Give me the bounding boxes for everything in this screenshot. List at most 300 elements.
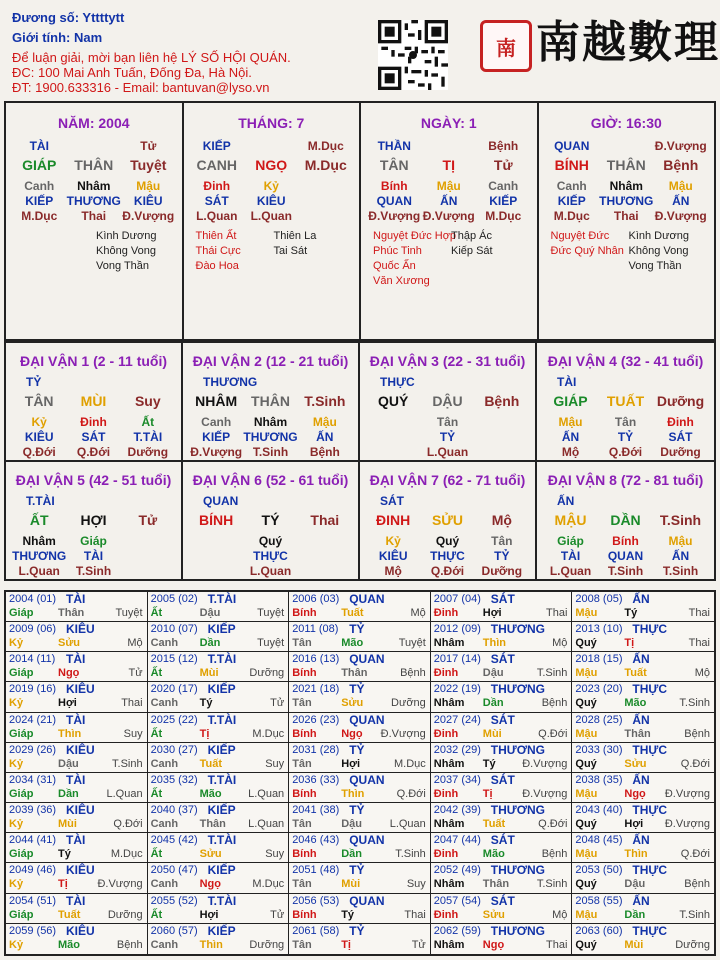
year-phase: T.Sinh: [536, 878, 568, 891]
cell-value: [475, 430, 529, 444]
year-cell: [572, 622, 714, 652]
cell-value: M.Dục: [485, 209, 522, 223]
year-branch: Mùi: [199, 667, 219, 680]
year-god: QUAN: [349, 772, 385, 787]
dai-van-god: T.TÀI: [26, 494, 55, 508]
year-cell: [572, 803, 714, 833]
cell-value: TỶ: [617, 430, 634, 444]
year-branch: Tị: [199, 727, 210, 740]
year-phase: Thai: [688, 607, 710, 619]
year-branch: Thìn: [624, 848, 648, 861]
year-label: 2037 (34): [433, 773, 481, 786]
year-label: 2016 (13): [292, 653, 340, 666]
year-branch: Thân: [624, 727, 651, 740]
year-god: T.TÀI: [207, 592, 237, 606]
year-cell: [148, 803, 290, 833]
cell-row: [183, 512, 358, 528]
cell-value: BÍNH: [199, 512, 234, 528]
cell-value: [366, 445, 420, 459]
cell-value: MẬU: [554, 512, 587, 528]
year-phase: Đ.Vượng: [97, 878, 143, 891]
phone-email-line: ĐT: 1900.633316 - Email: bantuvan@lyso.vn: [12, 80, 270, 95]
cell-value: [298, 564, 352, 578]
year-god: THỰC: [632, 803, 668, 818]
year-phase: Tuyệt: [115, 607, 143, 619]
cell-value: Thai: [81, 209, 107, 223]
year-god: THƯƠNG: [490, 923, 545, 938]
cell-value: MÙI: [80, 393, 107, 409]
cell-row: [6, 430, 181, 444]
year-label: 2040 (37): [150, 804, 198, 817]
year-god: KIẾP: [207, 622, 236, 637]
dai-van-god: THỰC: [380, 375, 415, 389]
dai-van-god: THƯƠNG: [203, 375, 258, 389]
year-stem: Mậu: [575, 667, 598, 680]
header: [0, 0, 720, 100]
year-branch: Thân: [341, 667, 368, 680]
cell-row: [183, 445, 358, 459]
cell-value: Kỷ: [31, 415, 47, 429]
pillar-title: NGÀY: 1: [420, 115, 477, 131]
year-branch: Tuất: [482, 818, 506, 831]
year-stem: Canh: [150, 697, 179, 710]
year-stem: Đinh: [433, 667, 459, 680]
cell-value: TÀI: [29, 139, 49, 153]
cell-row: [6, 564, 181, 578]
dai-van-title: ĐẠI VẬN 5 (42 - 51 tuổi): [15, 472, 172, 488]
year-branch: Sửu: [58, 637, 81, 650]
cell-value: Bính: [380, 179, 408, 193]
year-label: 2012 (09): [433, 623, 481, 636]
year-label: 2057 (54): [433, 894, 481, 907]
cell-value: Tân: [436, 415, 459, 429]
cell-value: KIẾP: [202, 430, 231, 444]
year-phase: Đ.Vượng: [664, 818, 710, 831]
year-cell: [6, 924, 148, 954]
seal-text: 南: [496, 35, 516, 60]
star-name: Thái Cực: [195, 245, 241, 257]
year-label: 2013 (10): [575, 623, 623, 636]
year-god: KIÊU: [66, 742, 95, 757]
year-cell: [431, 833, 573, 863]
cell-row: [360, 549, 535, 563]
cell-value: Q.Đới: [430, 564, 465, 578]
year-god: THỰC: [632, 742, 668, 757]
year-god: KIÊU: [66, 803, 95, 818]
year-phase: M.Dục: [394, 757, 426, 770]
year-god: KIẾP: [207, 742, 236, 757]
year-cell: [148, 833, 290, 863]
year-phase: M.Dục: [252, 878, 285, 891]
year-cell: [6, 622, 148, 652]
cell-row: [6, 445, 181, 459]
year-branch: Tị: [624, 637, 635, 650]
year-god: SÁT: [490, 772, 515, 787]
year-god: KIÊU: [66, 863, 95, 878]
year-phase: T.Sinh: [679, 908, 710, 921]
cell-value: Mậu: [312, 415, 337, 429]
cell-value: [298, 534, 352, 548]
year-branch: Dậu: [58, 757, 79, 770]
year-god: THƯƠNG: [490, 803, 545, 818]
year-stem: Tân: [292, 818, 312, 831]
year-stem: Đinh: [433, 908, 459, 921]
cell-value: Canh: [24, 179, 55, 193]
year-stem: Tân: [292, 878, 312, 891]
year-branch: Sửu: [624, 757, 647, 770]
qr-code-icon[interactable]: [378, 20, 448, 90]
year-label: 2043 (40): [575, 804, 623, 817]
year-cell: [148, 682, 290, 712]
year-label: 2041 (38): [292, 804, 340, 817]
cell-row: [537, 564, 714, 578]
year-stem: Tân: [292, 757, 312, 770]
year-branch: Thân: [58, 607, 85, 619]
year-cell: [431, 803, 573, 833]
star-name: Văn Xương: [373, 275, 430, 287]
cell-row: [537, 393, 714, 409]
cell-row: [183, 415, 358, 429]
pillar-3: [361, 103, 539, 339]
cell-value: Suy: [134, 393, 161, 409]
year-phase: T.Sinh: [395, 848, 426, 861]
year-cell: [148, 622, 290, 652]
year-phase: Q.Đới: [396, 787, 426, 800]
year-branch: Hợi: [341, 757, 361, 770]
year-label: 2022 (19): [433, 683, 481, 696]
cell-value: [67, 139, 122, 153]
cell-row: [360, 564, 535, 578]
year-stem: Bính: [292, 848, 317, 861]
cell-value: Nhâm: [253, 415, 288, 429]
star-name: Vong Thần: [628, 260, 682, 272]
address-line: ĐC: 100 Mai Anh Tuấn, Đống Đa, Hà Nội.: [12, 65, 252, 80]
year-label: 2044 (41): [9, 834, 57, 847]
cell-value: QUÝ: [377, 393, 409, 409]
year-cell: [431, 773, 573, 803]
cell-value: DẦN: [610, 512, 641, 528]
year-phase: Thai: [545, 607, 568, 619]
year-cell: [6, 894, 148, 924]
cell-value: Mộ: [384, 564, 402, 578]
year-god: THỰC: [632, 923, 668, 938]
year-label: 2060 (57): [150, 924, 198, 937]
cell-row: [6, 179, 182, 193]
cell-value: DẬU: [432, 393, 463, 409]
cell-value: TÀI: [83, 549, 104, 563]
cell-value: KIÊU: [24, 430, 54, 444]
dai-van-title: ĐẠI VẬN 3 (22 - 31 tuổi): [369, 353, 526, 369]
cell-value: SÁT: [668, 430, 693, 444]
dai-van-table: [4, 341, 716, 581]
year-branch: Tý: [58, 848, 71, 861]
year-stem: Bính: [292, 908, 317, 921]
cell-value: KIẾP: [202, 139, 231, 153]
year-stem: Ất: [150, 727, 163, 740]
year-phase: Dưỡng: [249, 667, 285, 680]
year-god: THỰC: [632, 863, 668, 878]
year-stem: Nhâm: [433, 818, 465, 831]
year-branch: Tý: [624, 607, 638, 619]
cell-value: NHÂM: [195, 393, 238, 409]
year-branch: Dần: [341, 848, 362, 861]
year-god: KIẾP: [207, 863, 236, 878]
dai-van-3: [360, 341, 537, 460]
cell-row: [6, 139, 182, 153]
cell-value: [121, 549, 175, 563]
cell-value: Mậu: [668, 179, 693, 193]
year-label: 2007 (04): [433, 593, 481, 605]
year-branch: Ngọ: [58, 667, 80, 680]
pillar-title: THÁNG: 7: [238, 115, 305, 131]
year-label: 2014 (11): [9, 653, 56, 666]
year-label: 2005 (02): [150, 593, 198, 605]
year-branch: Dậu: [624, 878, 646, 891]
year-label: 2011 (08): [292, 623, 339, 636]
year-phase: Tử: [270, 908, 285, 921]
year-branch: Ngọ: [199, 878, 221, 891]
year-god: ẤN: [632, 652, 650, 667]
year-label: 2039 (36): [9, 804, 57, 817]
year-phase: Dưỡng: [675, 938, 710, 951]
year-cell: [431, 743, 573, 773]
year-stem: Giáp: [9, 727, 34, 740]
cell-value: THƯƠNG: [599, 194, 654, 208]
cell-value: L.Quan: [549, 564, 592, 578]
cell-value: Bính: [612, 534, 639, 548]
cell-value: Bệnh: [488, 139, 519, 153]
cell-row: [361, 194, 537, 208]
cell-value: Mộ: [491, 512, 512, 528]
year-cell: [6, 803, 148, 833]
year-branch: Hợi: [58, 697, 77, 710]
year-branch: Mão: [482, 848, 505, 861]
year-phase: Bệnh: [684, 727, 710, 740]
year-cell: [289, 743, 431, 773]
dai-van-8: [537, 460, 714, 579]
year-branch: Dần: [58, 787, 79, 800]
year-branch: Mão: [58, 938, 80, 951]
year-label: 2056 (53): [292, 894, 340, 907]
year-phase: M.Dục: [110, 848, 143, 861]
year-god: QUAN: [349, 712, 385, 727]
cell-value: Dưỡng: [656, 393, 705, 409]
year-phase: L.Quan: [248, 818, 285, 831]
year-stem: Nhâm: [433, 938, 465, 951]
cell-value: Tử: [493, 157, 513, 173]
cell-value: [189, 534, 243, 548]
cell-value: [121, 534, 175, 548]
star-name: Kiếp Sát: [451, 245, 493, 257]
year-cell: [148, 863, 290, 893]
cell-value: TÀI: [560, 549, 581, 563]
cell-row: [184, 209, 360, 223]
year-cell: [431, 924, 573, 954]
year-cell: [431, 863, 573, 893]
year-god: KIÊU: [66, 622, 95, 637]
cell-value: Tử: [140, 139, 157, 153]
year-phase: Đ.Vượng: [664, 787, 710, 800]
cell-value: ĐINH: [376, 512, 411, 528]
year-phase: Tuyệt: [398, 637, 426, 650]
dai-van-title: ĐẠI VẬN 6 (52 - 61 tuổi): [192, 472, 349, 488]
year-stem: Canh: [150, 637, 179, 650]
cell-row: [183, 393, 358, 409]
year-branch: Mùi: [341, 878, 361, 891]
cell-value: KIẾP: [557, 194, 586, 208]
year-cell: [289, 622, 431, 652]
year-god: SÁT: [490, 652, 515, 667]
year-god: T.TÀI: [207, 712, 237, 727]
cell-value: KIÊU: [133, 194, 163, 208]
year-stem: Đinh: [433, 787, 459, 800]
year-phase: Suy: [123, 727, 143, 740]
year-stem: Ất: [150, 667, 163, 680]
year-stem: Kỷ: [9, 938, 24, 951]
cell-value: THỰC: [430, 549, 465, 563]
year-phase: Suy: [406, 878, 426, 891]
cell-row: [183, 549, 358, 563]
cell-value: Q.Đới: [76, 445, 111, 459]
cell-value: THÂN: [74, 157, 114, 173]
year-cell: [148, 713, 290, 743]
cell-value: [121, 564, 175, 578]
stars-right: [629, 229, 689, 274]
year-stem: Quý: [575, 938, 597, 951]
year-branch: Tuất: [341, 607, 364, 619]
year-god: QUAN: [349, 893, 385, 908]
year-branch: Tý: [482, 757, 496, 770]
cell-value: QUAN: [607, 549, 644, 563]
cell-value: ẤN: [561, 430, 580, 444]
year-cell: [6, 652, 148, 682]
cell-row: [6, 534, 181, 548]
year-label: 2021 (18): [292, 683, 340, 696]
year-branch: Thân: [199, 818, 226, 831]
cell-value: Thai: [613, 209, 639, 223]
cell-value: Dưỡng: [660, 445, 701, 459]
year-cell: [6, 863, 148, 893]
year-god: TÀI: [66, 833, 86, 848]
year-branch: Thìn: [199, 938, 223, 951]
year-branch: Dậu: [482, 667, 504, 680]
year-god: TÀI: [66, 592, 86, 606]
year-god: KIÊU: [66, 682, 95, 697]
cell-value: KIÊU: [378, 549, 408, 563]
cell-value: Thai: [310, 512, 340, 528]
year-god: TỶ: [349, 803, 365, 818]
cell-value: Đ.Vượng: [368, 209, 421, 223]
cell-row: [539, 194, 715, 208]
dai-van-title: ĐẠI VẬN 4 (32 - 41 tuổi): [547, 353, 704, 369]
year-phase: Q.Đới: [113, 818, 143, 831]
year-label: 2006 (03): [292, 593, 340, 605]
cell-row: [360, 445, 535, 459]
year-stem: Kỷ: [9, 697, 24, 710]
year-cell: [572, 773, 714, 803]
star-name: Tai Sát: [273, 245, 308, 257]
cell-value: Tuyệt: [130, 157, 167, 173]
cell-value: Mậu: [668, 534, 693, 548]
stars-left: [551, 229, 624, 259]
year-label: 2045 (42): [150, 834, 198, 847]
year-god: TÀI: [66, 652, 86, 667]
year-phase: Tử: [411, 938, 426, 951]
year-cell: [289, 652, 431, 682]
year-cell: [6, 743, 148, 773]
stars-right: [274, 229, 317, 259]
cell-value: [298, 549, 352, 563]
year-god: TỶ: [349, 742, 365, 757]
year-god: SÁT: [490, 712, 515, 727]
cell-value: [299, 179, 354, 193]
year-phase: Tử: [128, 667, 143, 680]
year-label: 2025 (22): [150, 713, 198, 726]
year-stem: Quý: [575, 818, 597, 831]
year-phase: Tử: [270, 697, 285, 710]
cell-value: ẤN: [316, 430, 334, 444]
year-label: 2020 (17): [150, 683, 198, 696]
star-name: Vong Thần: [96, 260, 150, 272]
cell-value: QUAN: [554, 139, 590, 153]
cell-value: THÂN: [251, 393, 290, 409]
year-stem: Ất: [150, 607, 163, 619]
pillar-title: NĂM: 2004: [57, 115, 130, 131]
cell-row: [360, 415, 535, 429]
year-stem: Đinh: [433, 727, 459, 740]
year-label: 2018 (15): [575, 653, 623, 666]
cell-value: Canh: [556, 179, 587, 193]
year-branch: Ngọ: [624, 787, 646, 800]
star-name: Kình Dương: [628, 230, 689, 242]
cell-row: [537, 534, 714, 548]
year-stem: Bính: [292, 667, 317, 680]
cell-row: [537, 549, 714, 563]
dai-van-god: SÁT: [380, 494, 404, 508]
star-name: Đào Hoa: [195, 260, 239, 272]
cell-row: [6, 512, 181, 528]
cell-row: [539, 179, 715, 193]
year-god: T.TÀI: [207, 652, 237, 667]
year-cell: [289, 592, 431, 622]
cell-value: TỶ: [439, 430, 456, 444]
cell-row: [184, 179, 360, 193]
dai-van-god: QUAN: [203, 494, 239, 508]
cell-value: [599, 139, 654, 153]
year-phase: L.Quan: [106, 787, 143, 800]
dai-van-title: ĐẠI VẬN 1 (2 - 11 tuổi): [19, 353, 168, 369]
year-god: TÀI: [66, 772, 86, 787]
cell-value: [299, 194, 354, 208]
cell-value: BÍNH: [554, 157, 589, 173]
year-branch: Tuất: [199, 757, 222, 770]
cell-row: [361, 157, 537, 173]
cell-value: Giáp: [80, 534, 107, 548]
year-branch: Thân: [482, 878, 510, 891]
dai-van-2: [183, 341, 360, 460]
year-cell: [148, 592, 290, 622]
cell-value: Đ.Vượng: [190, 445, 243, 459]
year-god: THƯƠNG: [490, 622, 545, 637]
year-phase: Mộ: [410, 607, 426, 619]
year-label: 2028 (25): [575, 713, 623, 726]
year-cell: [572, 833, 714, 863]
year-branch: Hợi: [624, 818, 644, 831]
cell-value: Quý: [258, 534, 283, 548]
year-branch: Mùi: [58, 818, 77, 831]
year-cell: [148, 894, 290, 924]
cell-value: ẤN: [671, 549, 690, 563]
